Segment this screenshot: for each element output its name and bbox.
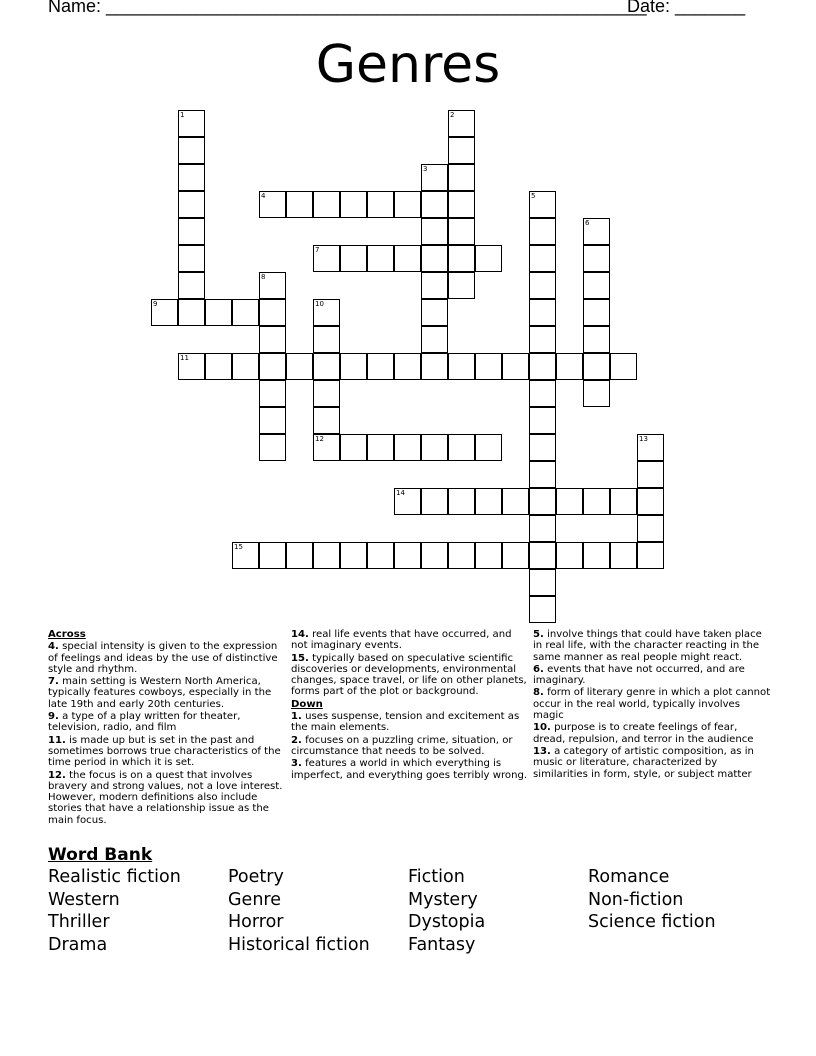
clue-item: [533, 687, 771, 721]
grid-cell[interactable]: [556, 542, 583, 569]
clue-number-label: 15.: [291, 652, 309, 664]
grid-cell[interactable]: [178, 245, 205, 272]
grid-cell[interactable]: [637, 515, 664, 542]
grid-cell[interactable]: [448, 218, 475, 245]
grid-cell[interactable]: [340, 353, 367, 380]
word-bank: [48, 866, 768, 956]
word-bank-item: Western: [48, 889, 120, 910]
grid-cell[interactable]: [529, 299, 556, 326]
grid-cell[interactable]: [421, 353, 448, 380]
grid-cell[interactable]: [529, 569, 556, 596]
grid-cell[interactable]: [259, 299, 286, 326]
clue-number: 9: [153, 300, 158, 308]
word-bank-item: Realistic fiction: [48, 867, 181, 887]
clue-number-label: 14.: [291, 629, 309, 640]
grid-cell[interactable]: [529, 272, 556, 299]
grid-cell[interactable]: [178, 164, 205, 191]
clue-text: is made up but is set in the past and sometimes borrows true characteristics of the time period in which it is set.: [48, 734, 281, 769]
grid-cell[interactable]: [448, 191, 475, 218]
clue-number-label: 13.: [533, 745, 551, 757]
grid-cell[interactable]: [421, 326, 448, 353]
clue-item: [291, 711, 529, 734]
grid-cell[interactable]: [583, 245, 610, 272]
grid-cell[interactable]: [313, 326, 340, 353]
grid-cell[interactable]: [394, 191, 421, 218]
name-field-label: Name: ______________________________________________________: [48, 0, 647, 16]
clue-number: 11: [180, 354, 189, 362]
word-bank-item: Poetry: [228, 867, 284, 887]
grid-cell[interactable]: [529, 191, 556, 218]
grid-cell[interactable]: [421, 299, 448, 326]
clues-column-3: [533, 629, 771, 781]
clue-number-label: 5.: [533, 629, 544, 640]
grid-cell[interactable]: [367, 434, 394, 461]
grid-cell[interactable]: [394, 245, 421, 272]
grid-cell[interactable]: [583, 488, 610, 515]
grid-cell[interactable]: [529, 515, 556, 542]
grid-cell[interactable]: [313, 434, 340, 461]
grid-cell[interactable]: [367, 191, 394, 218]
grid-cell[interactable]: [313, 407, 340, 434]
grid-cell[interactable]: [313, 191, 340, 218]
grid-cell[interactable]: [313, 245, 340, 272]
grid-cell[interactable]: [529, 461, 556, 488]
grid-cell[interactable]: [286, 191, 313, 218]
clue-number: 6: [585, 219, 590, 227]
clue-number-label: 7.: [48, 676, 59, 688]
clue-text: features a world in which everything is imperfect, and everything goes terribly wrong.: [291, 758, 528, 781]
grid-cell[interactable]: [421, 191, 448, 218]
clue-item: [48, 676, 286, 710]
word-bank-item: Horror: [228, 912, 284, 933]
word-bank-item: Fantasy: [408, 934, 476, 955]
clue-item: [533, 664, 771, 687]
clue-text: special intensity is given to the expression of feelings and ideas by the use of distinctive style and rhythm.: [48, 641, 278, 675]
clue-number-label: 6.: [533, 663, 544, 675]
grid-cell[interactable]: [421, 434, 448, 461]
grid-cell[interactable]: [583, 218, 610, 245]
grid-cell[interactable]: [205, 353, 232, 380]
clue-text: the focus is on a quest that involves bravery and strong values, not a love interest. However, modern definitions also include stories that have a relationship issue as the main focus.: [48, 769, 283, 826]
clue-text: typically based on speculative scientific discoveries or developments, environmental changes, space travel, or life on other planets, forms part of the plot or background.: [291, 652, 527, 698]
clue-number-label: 4.: [48, 641, 59, 653]
grid-cell[interactable]: [583, 380, 610, 407]
clue-number: 4: [261, 192, 266, 200]
clue-number: 2: [450, 111, 455, 119]
grid-cell[interactable]: [394, 542, 421, 569]
grid-cell[interactable]: [259, 326, 286, 353]
page-title: Genres: [315, 35, 501, 95]
grid-cell[interactable]: [313, 299, 340, 326]
clue-number-label: 10.: [533, 722, 551, 734]
grid-cell[interactable]: [502, 353, 529, 380]
grid-cell[interactable]: [448, 137, 475, 164]
grid-cell[interactable]: [394, 488, 421, 515]
clues-column-1: [48, 629, 286, 827]
grid-cell[interactable]: [178, 110, 205, 137]
grid-cell[interactable]: [340, 542, 367, 569]
grid-cell[interactable]: [340, 245, 367, 272]
grid-cell[interactable]: [178, 191, 205, 218]
clue-item: [48, 711, 286, 734]
clue-number: 7: [315, 246, 320, 254]
grid-cell[interactable]: [421, 542, 448, 569]
grid-cell[interactable]: [583, 272, 610, 299]
clue-number-label: 3.: [291, 758, 302, 770]
clue-text: form of literary genre in which a plot cannot occur in the real world, typically involves magic: [533, 687, 771, 722]
grid-cell[interactable]: [529, 380, 556, 407]
clue-text: focuses on a puzzling crime, situation, or circumstance that needs to be solved.: [291, 734, 513, 757]
grid-cell[interactable]: [178, 299, 205, 326]
grid-cell[interactable]: [394, 434, 421, 461]
down-clue-list: [291, 711, 529, 781]
word-bank-item: Dystopia: [408, 912, 486, 933]
clue-number: 14: [396, 489, 405, 497]
grid-cell[interactable]: [259, 191, 286, 218]
word-bank-item: Historical fiction: [228, 934, 370, 955]
date-field-label: Date: _______: [627, 0, 746, 16]
clue-number: 3: [423, 165, 428, 173]
grid-cell[interactable]: [151, 299, 178, 326]
clue-number: 12: [315, 435, 324, 443]
clue-number: 8: [261, 273, 266, 281]
grid-cell[interactable]: [448, 488, 475, 515]
clue-text: real life events that have occurred, and not imaginary events.: [291, 629, 512, 652]
clue-item: [48, 735, 286, 769]
grid-cell[interactable]: [475, 542, 502, 569]
grid-cell[interactable]: [448, 245, 475, 272]
grid-cell[interactable]: [448, 542, 475, 569]
grid-cell[interactable]: [448, 110, 475, 137]
grid-cell[interactable]: [556, 488, 583, 515]
clue-text: a category of artistic composition, as in music or literature, characterized by similarities in form, style, or subject matter: [533, 745, 754, 780]
grid-cell[interactable]: [259, 380, 286, 407]
grid-cell[interactable]: [232, 353, 259, 380]
grid-cell[interactable]: [394, 353, 421, 380]
word-bank-item: Science fiction: [588, 912, 716, 933]
grid-cell[interactable]: [259, 272, 286, 299]
grid-cell[interactable]: [178, 353, 205, 380]
clue-item: [533, 722, 771, 745]
clue-number: 10: [315, 300, 324, 308]
grid-cell[interactable]: [637, 542, 664, 569]
grid-cell[interactable]: [313, 353, 340, 380]
clue-number-label: 12.: [48, 769, 66, 781]
grid-cell[interactable]: [259, 407, 286, 434]
across-heading: Across: [48, 629, 86, 640]
grid-cell[interactable]: [232, 299, 259, 326]
across-clue-list: [48, 641, 286, 826]
grid-cell[interactable]: [583, 326, 610, 353]
grid-cell[interactable]: [448, 434, 475, 461]
grid-cell[interactable]: [529, 488, 556, 515]
grid-cell[interactable]: [475, 353, 502, 380]
grid-cell[interactable]: [367, 245, 394, 272]
grid-cell[interactable]: [583, 542, 610, 569]
grid-cell[interactable]: [529, 542, 556, 569]
grid-cell[interactable]: [475, 488, 502, 515]
grid-cell[interactable]: [421, 488, 448, 515]
clue-number-label: 1.: [291, 711, 302, 723]
word-bank-item: Romance: [588, 867, 670, 887]
clue-number: 5: [531, 192, 536, 200]
grid-cell[interactable]: [529, 596, 556, 623]
grid-cell[interactable]: [367, 542, 394, 569]
clue-item: [533, 629, 771, 663]
clue-number-label: 9.: [48, 711, 59, 723]
down-clue-list-continued: [533, 629, 771, 780]
clue-number: 15: [234, 543, 243, 551]
grid-cell[interactable]: [529, 353, 556, 380]
grid-cell[interactable]: [313, 380, 340, 407]
grid-cell[interactable]: [637, 461, 664, 488]
grid-cell[interactable]: [259, 434, 286, 461]
grid-cell[interactable]: [259, 542, 286, 569]
clue-item: [291, 629, 529, 652]
clue-number: 13: [639, 435, 648, 443]
clue-item: [291, 653, 529, 698]
clues-column-2: [291, 629, 529, 782]
word-bank-item: Fiction: [408, 867, 465, 887]
grid-cell[interactable]: [637, 434, 664, 461]
clue-item: [291, 758, 529, 781]
grid-cell[interactable]: [448, 353, 475, 380]
across-clue-list-continued: [291, 629, 529, 698]
grid-cell[interactable]: [610, 353, 637, 380]
grid-cell[interactable]: [583, 299, 610, 326]
clue-number-label: 8.: [533, 687, 544, 699]
grid-cell[interactable]: [529, 407, 556, 434]
grid-cell[interactable]: [502, 488, 529, 515]
clue-number-label: 2.: [291, 734, 302, 746]
grid-cell[interactable]: [529, 434, 556, 461]
grid-cell[interactable]: [556, 353, 583, 380]
clue-text: purpose is to create feelings of fear, dread, repulsion, and terror in the audience: [533, 722, 754, 745]
grid-cell[interactable]: [259, 353, 286, 380]
clue-number: 1: [180, 111, 185, 119]
grid-cell[interactable]: [178, 272, 205, 299]
clue-text: uses suspense, tension and excitement as the main elements.: [291, 711, 520, 734]
grid-cell[interactable]: [610, 542, 637, 569]
grid-cell[interactable]: [178, 137, 205, 164]
word-bank-item: Mystery: [408, 889, 478, 910]
grid-cell[interactable]: [367, 353, 394, 380]
grid-cell[interactable]: [448, 272, 475, 299]
grid-cell[interactable]: [529, 326, 556, 353]
grid-cell[interactable]: [205, 299, 232, 326]
grid-cell[interactable]: [232, 542, 259, 569]
grid-cell[interactable]: [529, 245, 556, 272]
grid-cell[interactable]: [421, 218, 448, 245]
clue-text: a type of a play written for theater, television, radio, and film: [48, 711, 241, 734]
clue-number-label: 11.: [48, 734, 66, 746]
grid-cell[interactable]: [313, 542, 340, 569]
clue-text: events that have not occurred, and are imaginary.: [533, 663, 745, 687]
clue-text: main setting is Western North America, typically features cowboys, especially in the late 19th and early 20th centuries.: [48, 676, 272, 710]
word-bank-item: Non-fiction: [588, 889, 684, 910]
word-bank-item: Genre: [228, 889, 281, 910]
grid-cell[interactable]: [475, 245, 502, 272]
grid-cell[interactable]: [286, 353, 313, 380]
grid-cell[interactable]: [340, 191, 367, 218]
grid-cell[interactable]: [610, 488, 637, 515]
down-heading: Down: [291, 698, 323, 710]
grid-cell[interactable]: [529, 218, 556, 245]
grid-cell[interactable]: [340, 434, 367, 461]
grid-cell[interactable]: [421, 164, 448, 191]
grid-cell[interactable]: [421, 272, 448, 299]
grid-cell[interactable]: [448, 164, 475, 191]
grid-cell[interactable]: [286, 542, 313, 569]
clue-text: involve things that could have taken place in real life, with the character reacting in the same manner as real people might react.: [533, 629, 762, 663]
word-bank-item: Thriller: [48, 912, 110, 933]
clue-item: [48, 641, 286, 675]
grid-cell[interactable]: [421, 245, 448, 272]
clue-item: [48, 770, 286, 826]
word-bank-title: Word Bank: [48, 845, 153, 865]
clue-item: [533, 746, 771, 780]
grid-cell[interactable]: [502, 542, 529, 569]
grid-cell[interactable]: [637, 488, 664, 515]
clue-item: [291, 735, 529, 758]
grid-cell[interactable]: [583, 353, 610, 380]
grid-cell[interactable]: [475, 434, 502, 461]
word-bank-item: Drama: [48, 934, 108, 955]
grid-cell[interactable]: [178, 218, 205, 245]
